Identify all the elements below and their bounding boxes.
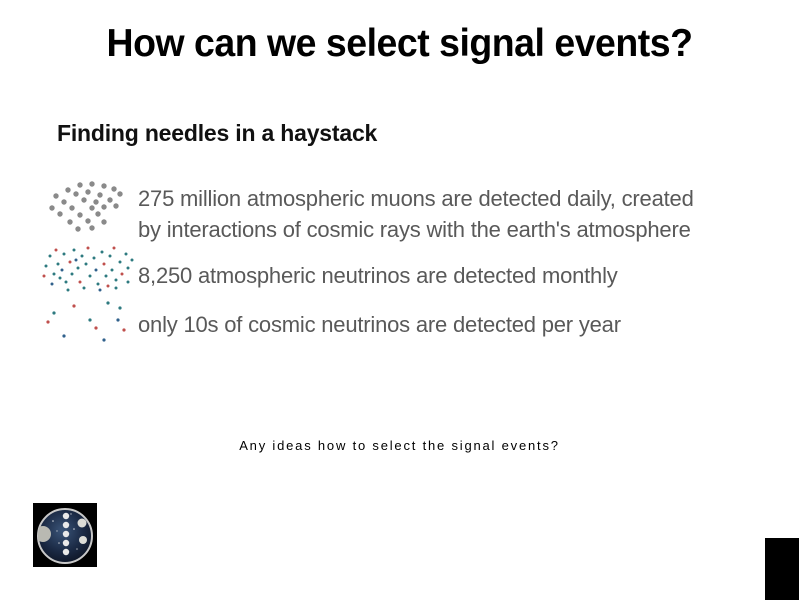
icecube-logo	[33, 503, 97, 567]
cosmic-neutrino-dots-icon	[44, 300, 126, 346]
atmospheric-neutrino-dots-icon	[40, 246, 136, 294]
bullet-cosmic-neutrinos-text	[138, 309, 778, 340]
bullet-muons-text	[138, 183, 778, 245]
bullet-cosmic-neutrinos-line1: only 10s of cosmic neutrinos are detected per year	[138, 312, 621, 337]
bullet-atmospheric-neutrinos-line1: 8,250 atmospheric neutrinos are detected monthly	[138, 263, 618, 288]
muon-dots-icon	[46, 180, 126, 236]
slide-title: How can we select signal events?	[106, 22, 693, 65]
bullet-atmospheric-neutrinos-text	[138, 260, 778, 291]
corner-black-box	[765, 538, 799, 600]
bullet-muons-line1: 275 million atmospheric muons are detected daily, created	[138, 186, 694, 211]
bullet-muons-line2: by interactions of cosmic rays with the earth's atmosphere	[138, 217, 691, 242]
prompt-question: Any ideas how to select the signal events?	[239, 438, 560, 453]
slide-subtitle: Finding needles in a haystack	[57, 120, 378, 146]
